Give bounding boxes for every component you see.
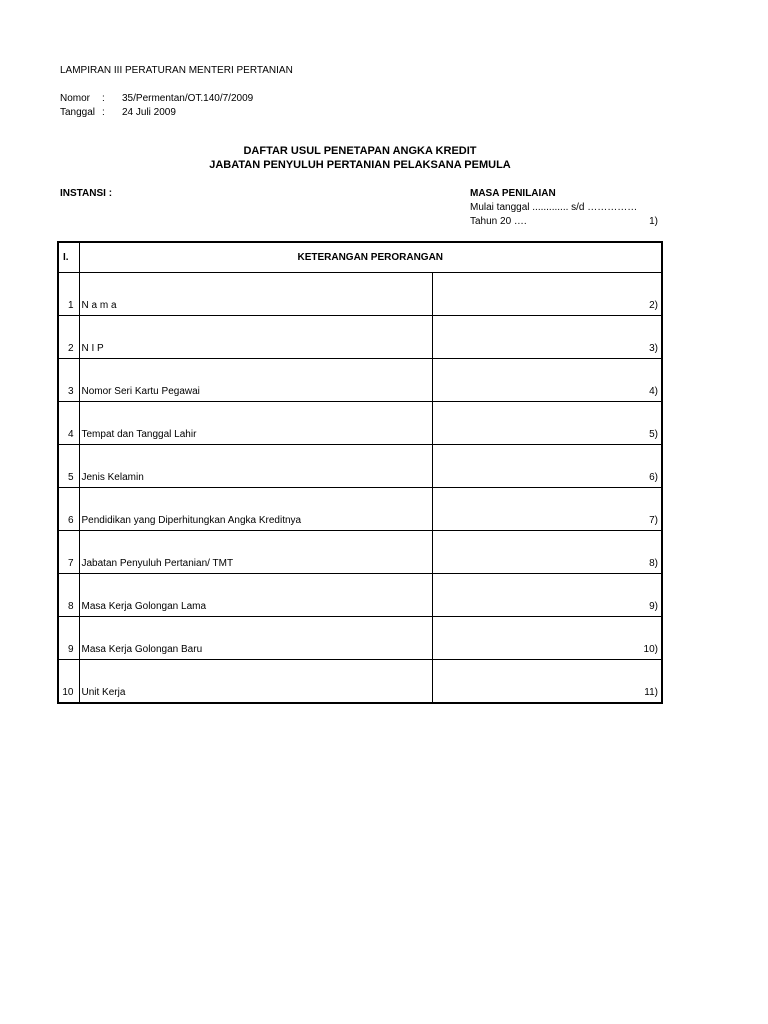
- row-value-field[interactable]: 11): [432, 660, 662, 704]
- row-value-field[interactable]: 8): [432, 531, 662, 574]
- row-label: Jabatan Penyuluh Pertanian/ TMT: [79, 531, 432, 574]
- row-label: Pendidikan yang Diperhitungkan Angka Kreditnya: [79, 488, 432, 531]
- row-label: Nomor Seri Kartu Pegawai: [79, 359, 432, 402]
- row-label: Jenis Kelamin: [79, 445, 432, 488]
- tanggal-colon: :: [102, 107, 105, 118]
- table-row: [58, 273, 662, 316]
- document-title-line1: DAFTAR USUL PENETAPAN ANGKA KREDIT: [243, 145, 477, 157]
- section-header-row: [58, 242, 662, 273]
- row-value-field[interactable]: 3): [432, 316, 662, 359]
- tanggal-value: 24 Juli 2009: [122, 107, 176, 118]
- table-row: [58, 488, 662, 531]
- table-row: [58, 617, 662, 660]
- row-value-field[interactable]: 9): [432, 574, 662, 617]
- masa-penilaian-mulai: Mulai tanggal ............. s/d ……………: [470, 202, 638, 213]
- document-title-line2: JABATAN PENYULUH PERTANIAN PELAKSANA PEMULA: [209, 159, 511, 171]
- keterangan-perorangan-table: [57, 241, 663, 704]
- nomor-colon: :: [102, 93, 105, 104]
- row-value-field[interactable]: 10): [432, 617, 662, 660]
- row-number: 10: [58, 660, 79, 704]
- tanggal-label: Tanggal: [60, 107, 96, 118]
- row-value-field[interactable]: 5): [432, 402, 662, 445]
- section-title: KETERANGAN PERORANGAN: [79, 242, 662, 273]
- table-row: [58, 402, 662, 445]
- table-row: [58, 316, 662, 359]
- nomor-label: Nomor: [60, 93, 91, 104]
- row-label: Unit Kerja: [79, 660, 432, 704]
- row-number: 9: [58, 617, 79, 660]
- table-row: [58, 445, 662, 488]
- row-label: Tempat dan Tanggal Lahir: [79, 402, 432, 445]
- row-label: N a m a: [79, 273, 432, 316]
- masa-penilaian-tahun: Tahun 20 ….: [470, 216, 527, 227]
- row-value-field[interactable]: 7): [432, 488, 662, 531]
- table-row: [58, 531, 662, 574]
- row-number: 1: [58, 273, 79, 316]
- row-label: N I P: [79, 316, 432, 359]
- row-number: 4: [58, 402, 79, 445]
- nomor-value: 35/Permentan/OT.140/7/2009: [122, 93, 254, 104]
- section-number: I.: [58, 242, 79, 273]
- row-value-field[interactable]: 4): [432, 359, 662, 402]
- row-value-field[interactable]: 2): [432, 273, 662, 316]
- row-number: 6: [58, 488, 79, 531]
- row-number: 8: [58, 574, 79, 617]
- row-label: Masa Kerja Golongan Baru: [79, 617, 432, 660]
- lampiran-heading: LAMPIRAN III PERATURAN MENTERI PERTANIAN: [60, 65, 293, 76]
- instansi-label: INSTANSI :: [60, 188, 113, 199]
- row-number: 5: [58, 445, 79, 488]
- masa-penilaian-ref: 1): [649, 216, 658, 227]
- table-row: [58, 660, 662, 704]
- table-row: [58, 574, 662, 617]
- row-number: 2: [58, 316, 79, 359]
- row-number: 7: [58, 531, 79, 574]
- masa-penilaian-title: MASA PENILAIAN: [470, 188, 556, 199]
- row-number: 3: [58, 359, 79, 402]
- table-row: [58, 359, 662, 402]
- row-label: Masa Kerja Golongan Lama: [79, 574, 432, 617]
- row-value-field[interactable]: 6): [432, 445, 662, 488]
